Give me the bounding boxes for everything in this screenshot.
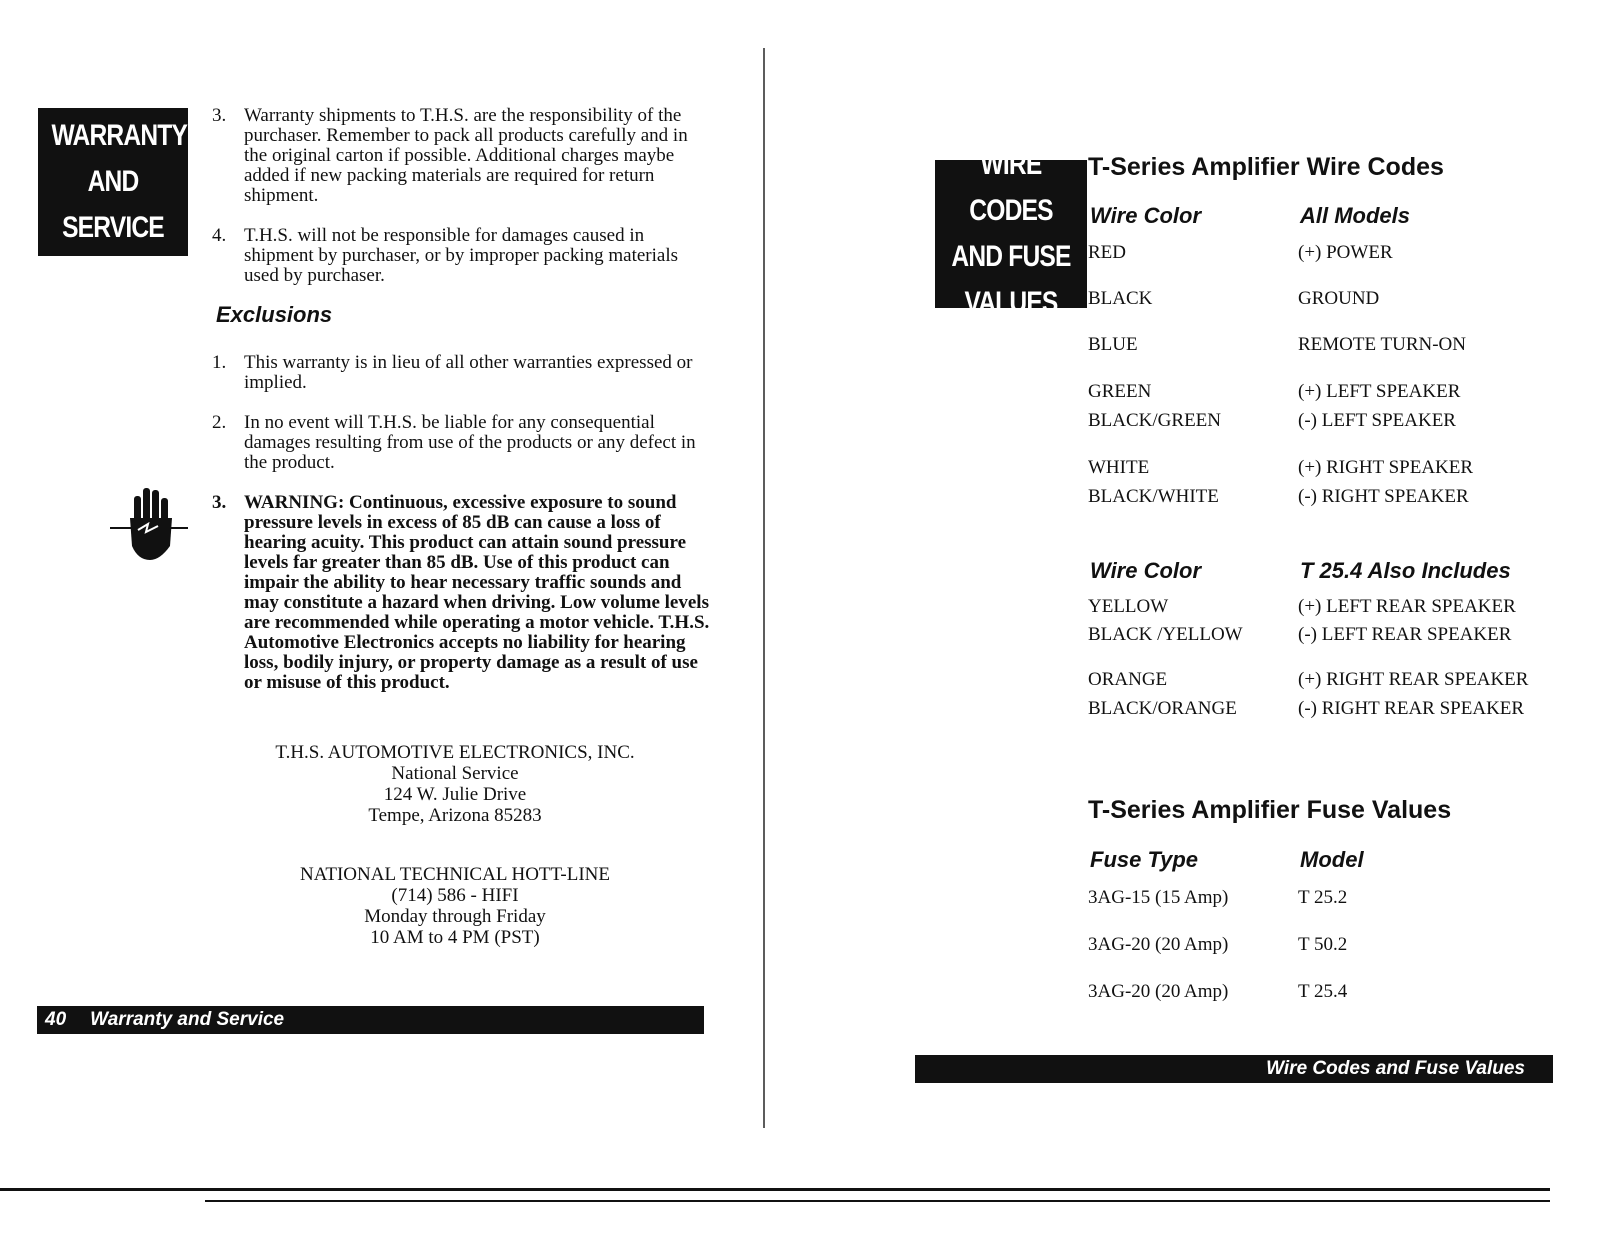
wire-color-cell: BLACK/ORANGE xyxy=(1088,698,1237,719)
table-header: Model xyxy=(1300,847,1364,872)
hotline-line: (714) 586 - HIFI xyxy=(391,885,519,906)
tab-line: SERVICE xyxy=(62,211,164,244)
table-header: Fuse Type xyxy=(1090,847,1198,872)
warning-item xyxy=(212,493,712,693)
item-text: Warranty shipments to T.H.S. are the responsibility of the purchaser. Remember to pack all products carefully and in the original carton if possible. Additional charges maybe added if new packing materials are required for return shipment. xyxy=(244,105,688,206)
service-address xyxy=(215,742,695,826)
exclusions-heading: Exclusions xyxy=(216,302,333,327)
page-footer-right xyxy=(915,1055,1553,1083)
list-item xyxy=(212,413,712,473)
footer-title: Warranty and Service xyxy=(90,1009,285,1030)
hotline-line: NATIONAL TECHNICAL HOTT-LINE xyxy=(300,864,610,885)
wire-color-cell: BLACK xyxy=(1088,288,1153,309)
wire-color-cell: YELLOW xyxy=(1088,596,1169,617)
tab-line: AND xyxy=(87,165,139,198)
item-text: T.H.S. will not be responsible for damages caused in shipment by purchaser, or by improper packing materials used by purchaser. xyxy=(244,225,679,286)
section-tab-warranty xyxy=(38,108,188,256)
item-number: 3. xyxy=(212,492,227,513)
item-text: This warranty is in lieu of all other warranties expressed or implied. xyxy=(244,352,693,393)
footer-title: Wire Codes and Fuse Values xyxy=(1266,1058,1525,1079)
page-gutter-divider xyxy=(763,48,765,1128)
fuse-type-cell: 3AG-20 (20 Amp) xyxy=(1088,981,1229,1002)
item-number: 2. xyxy=(212,412,227,433)
wire-function-cell: (-) RIGHT REAR SPEAKER xyxy=(1298,698,1525,719)
tab-line: WARRANTY xyxy=(51,119,188,152)
tab-line: AND FUSE xyxy=(951,240,1071,273)
hotline-line: 10 AM to 4 PM (PST) xyxy=(370,927,540,948)
tab-line: WIRE CODES xyxy=(969,148,1053,227)
address-line: Tempe, Arizona 85283 xyxy=(368,805,542,826)
wire-color-cell: BLACK /YELLOW xyxy=(1088,624,1243,645)
wire-color-cell: GREEN xyxy=(1088,381,1152,402)
address-line: National Service xyxy=(391,763,519,784)
fuse-model-cell: T 50.2 xyxy=(1298,934,1348,955)
fuse-values-heading: T-Series Amplifier Fuse Values xyxy=(1088,796,1452,824)
address-line: 124 W. Julie Drive xyxy=(383,784,527,805)
table-header: Wire Color xyxy=(1090,558,1202,583)
table-header: All Models xyxy=(1300,203,1411,228)
wire-color-cell: BLACK/WHITE xyxy=(1088,486,1219,507)
wire-color-cell: RED xyxy=(1088,242,1126,263)
wire-function-cell: (+) LEFT REAR SPEAKER xyxy=(1298,596,1516,617)
wire-function-cell: GROUND xyxy=(1298,288,1380,309)
tab-line: VALUES xyxy=(964,286,1058,319)
wire-color-cell: BLACK/GREEN xyxy=(1088,410,1221,431)
section-tab-wire-codes xyxy=(935,148,1087,319)
list-item xyxy=(212,106,712,206)
hotline-info xyxy=(215,864,695,948)
item-number: 1. xyxy=(212,352,227,373)
hotline-line: Monday through Friday xyxy=(364,906,546,927)
wire-function-cell: REMOTE TURN-ON xyxy=(1298,334,1467,355)
fuse-model-cell: T 25.2 xyxy=(1298,887,1348,908)
left-page xyxy=(0,0,780,1237)
item-text: In no event will T.H.S. be liable for any consequential damages resulting from use of the products or any defect in the product. xyxy=(244,412,696,473)
item-number: 4. xyxy=(212,225,227,246)
wire-color-cell: ORANGE xyxy=(1088,669,1168,690)
hand-warning-icon xyxy=(108,484,190,570)
wire-color-cell: WHITE xyxy=(1088,457,1150,478)
wire-function-cell: (+) RIGHT SPEAKER xyxy=(1298,457,1474,478)
list-item xyxy=(212,226,712,286)
exclusions-list xyxy=(212,353,712,713)
table-header: Wire Color xyxy=(1090,203,1202,228)
fuse-type-cell: 3AG-20 (20 Amp) xyxy=(1088,934,1229,955)
page-footer-left xyxy=(37,1006,704,1034)
fuse-model-cell: T 25.4 xyxy=(1298,981,1348,1002)
wire-color-cell: BLUE xyxy=(1088,334,1138,355)
wire-function-cell: (+) LEFT SPEAKER xyxy=(1298,381,1461,402)
wire-function-cell: (+) RIGHT REAR SPEAKER xyxy=(1298,669,1529,690)
item-text: WARNING: Continuous, excessive exposure to sound pressure levels in excess of 85 dB can cause a loss of hearing acuity. This product can attain sound pressure levels far greater than 85 dB. Use of this product can impair the ability to hear necessary traffic sounds and may constitute a hazard when driving. Low volume levels are recommended while operating a motor vehicle. T.H.S. Automotive Electronics accepts no liability for hearing loss, bodily injury, or property damage as a result of use or misuse of this product. xyxy=(244,492,710,693)
wire-function-cell: (-) LEFT REAR SPEAKER xyxy=(1298,624,1512,645)
fuse-type-cell: 3AG-15 (15 Amp) xyxy=(1088,887,1229,908)
item-number: 3. xyxy=(212,105,227,126)
page-number: 40 xyxy=(45,1009,67,1030)
warranty-list xyxy=(212,106,712,306)
right-page xyxy=(780,0,1600,1237)
table-header: T 25.4 Also Includes xyxy=(1300,558,1511,583)
list-item xyxy=(212,353,712,393)
wire-function-cell: (-) RIGHT SPEAKER xyxy=(1298,486,1469,507)
wire-function-cell: (+) POWER xyxy=(1298,242,1393,263)
address-line: T.H.S. AUTOMOTIVE ELECTRONICS, INC. xyxy=(275,742,635,763)
wire-function-cell: (-) LEFT SPEAKER xyxy=(1298,410,1456,431)
wire-codes-heading: T-Series Amplifier Wire Codes xyxy=(1088,153,1444,181)
